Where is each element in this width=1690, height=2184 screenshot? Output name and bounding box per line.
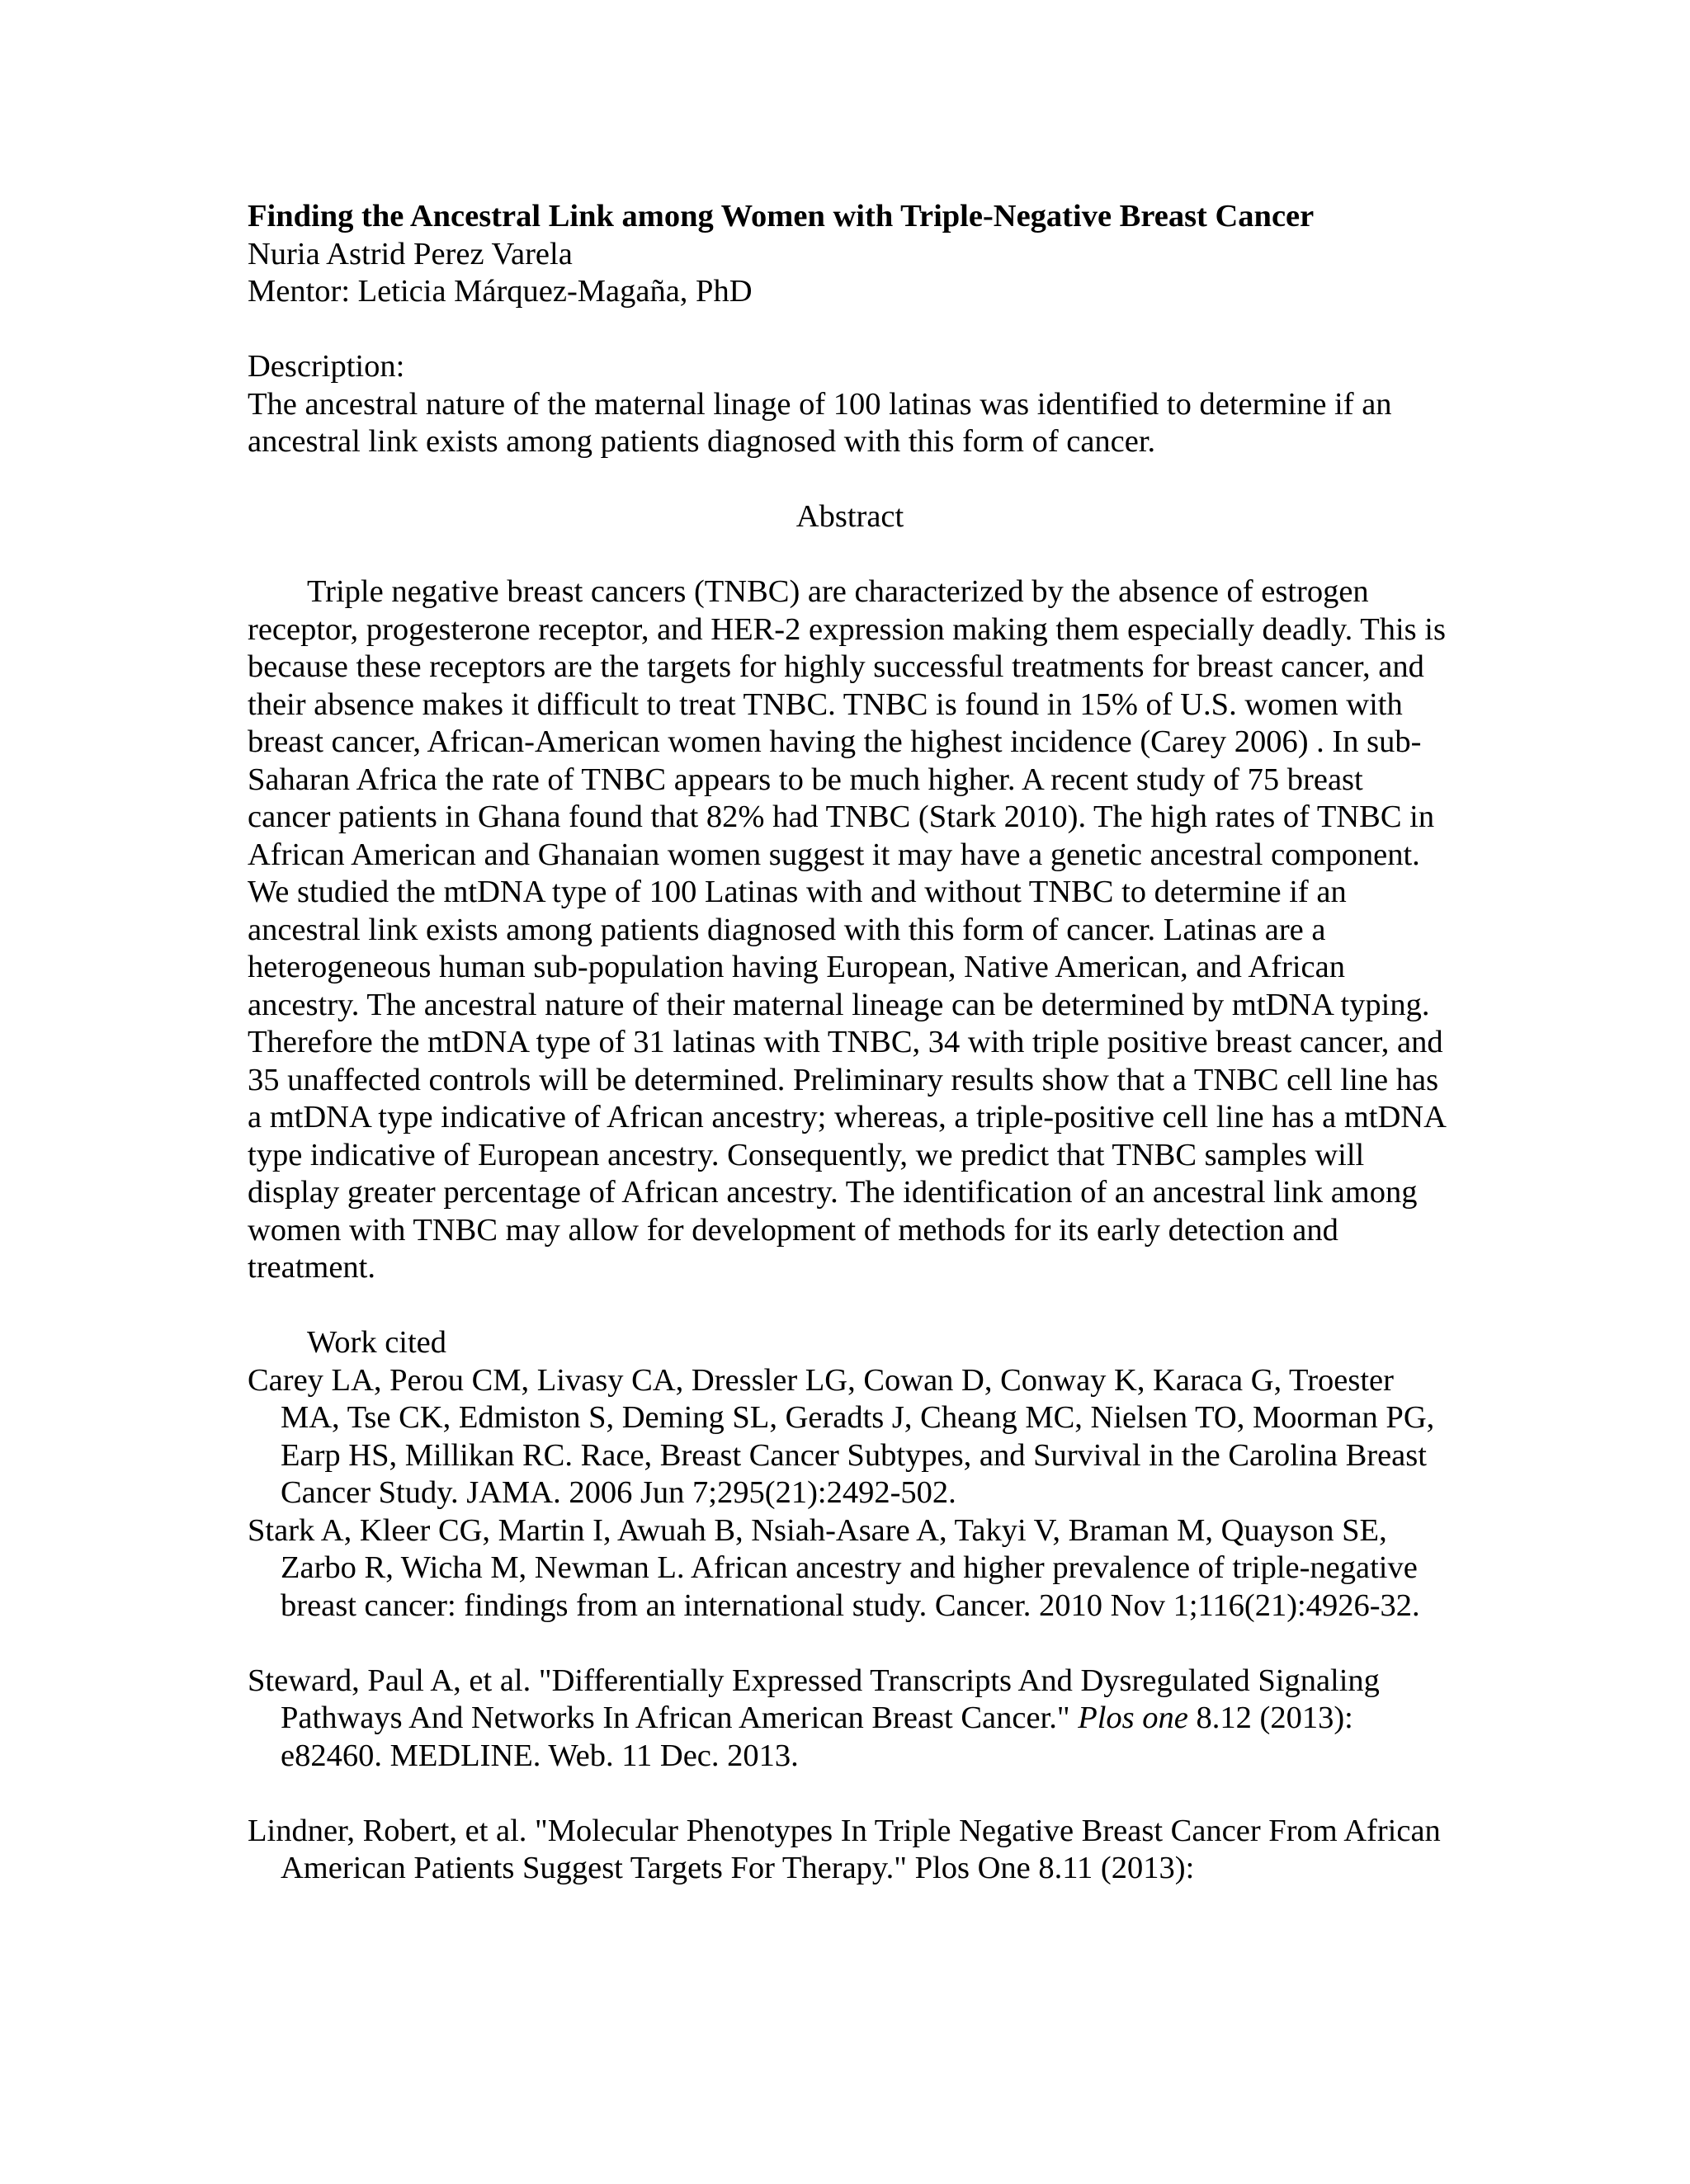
spacer — [248, 1625, 1452, 1663]
document-title: Finding the Ancestral Link among Women with Triple-Negative Breast Cancer — [248, 199, 1315, 233]
reference-carey: Carey LA, Perou CM, Livasy CA, Dressler LG, Cowan D, Conway K, Karaca G, Troester MA, Tse CK, Edmiston S, Deming SL, Geradts J, Cheang MC, Nielsen TO, Moorman PG, Earp HS, Millikan RC. Race, Breast Cancer Subtypes, and Survival in the Carolina Breast Cancer Study. JAMA. 2006 Jun 7;295(21):2492-502. — [248, 1362, 1435, 1510]
abstract-heading: Abstract — [795, 499, 904, 534]
description-label: Description: — [248, 349, 405, 384]
spacer — [248, 1775, 1452, 1813]
mentor-line: Mentor: Leticia Márquez-Magaña, PhD — [248, 274, 753, 309]
reference-steward-lead: Steward, Paul A, et al. "Differentially Expressed Transcripts And Dysregulated Signaling Pathways And Networks In African American Breast Cancer." — [248, 1663, 1380, 1735]
spacer — [248, 461, 1452, 499]
document-page — [248, 198, 1452, 1888]
description-text: The ancestral nature of the maternal linage of 100 latinas was identified to determine if an ancestral link exists among patients diagnosed with this form of cancer. — [248, 386, 1392, 459]
abstract-text: Triple negative breast cancers (TNBC) are characterized by the absence of estrogen receptor, progesterone receptor, and HER-2 expression making them especially deadly. This is because these receptors are the targets for highly successful treatments for breast cancer, and their absence makes it difficult to treat TNBC. TNBC is found in 15% of U.S. women with breast cancer, African-American women having the highest incidence (Carey 2006) . In sub-Saharan Africa the rate of TNBC appears to be much higher. A recent study of 75 breast cancer patients in Ghana found that 82% had TNBC (Stark 2010). The high rates of TNBC in African American and Ghanaian women suggest it may have a genetic ancestral component. We studied the mtDNA type of 100 Latinas with and without TNBC to determine if an ancestral link exists among patients diagnosed with this form of cancer. Latinas are a heterogeneous human sub-population having European, Native American, and African ancestry. The ancestral nature of their maternal lineage can be determined by mtDNA typing. Therefore the mtDNA type of 31 latinas with TNBC, 34 with triple positive breast cancer, and 35 unaffected controls will be determined. Preliminary results show that a TNBC cell line has a mtDNA type indicative of African ancestry; whereas, a triple-positive cell line has a mtDNA type indicative of European ancestry. Consequently, we predict that TNBC samples will display greater percentage of African ancestry. The identification of an ancestral link among women with TNBC may allow for development of methods for its early detection and treatment. — [248, 574, 1446, 1285]
reference-steward-journal: Plos one — [1078, 1701, 1188, 1735]
reference-lindner: Lindner, Robert, et al. "Molecular Phenotypes In Triple Negative Breast Cancer From African American Patients Suggest Targets For Therapy." Plos One 8.11 (2013): — [248, 1813, 1441, 1885]
author-name: Nuria Astrid Perez Varela — [248, 236, 573, 271]
spacer — [248, 536, 1452, 574]
reference-stark: Stark A, Kleer CG, Martin I, Awuah B, Nsiah-Asare A, Takyi V, Braman M, Quayson SE, Zarbo R, Wicha M, Newman L. African ancestry and higher prevalence of triple-negative breast cancer: findings from an international study. Cancer. 2010 Nov 1;116(21):4926-32. — [248, 1512, 1420, 1623]
spacer — [248, 1287, 1452, 1325]
reference-steward-tail: 8.12 (2013): e82460. MEDLINE. Web. 11 Dec. 2013. — [281, 1701, 1353, 1773]
spacer — [248, 311, 1452, 349]
works-cited-heading: Work cited — [307, 1325, 447, 1360]
reference-steward — [248, 1663, 1452, 1776]
